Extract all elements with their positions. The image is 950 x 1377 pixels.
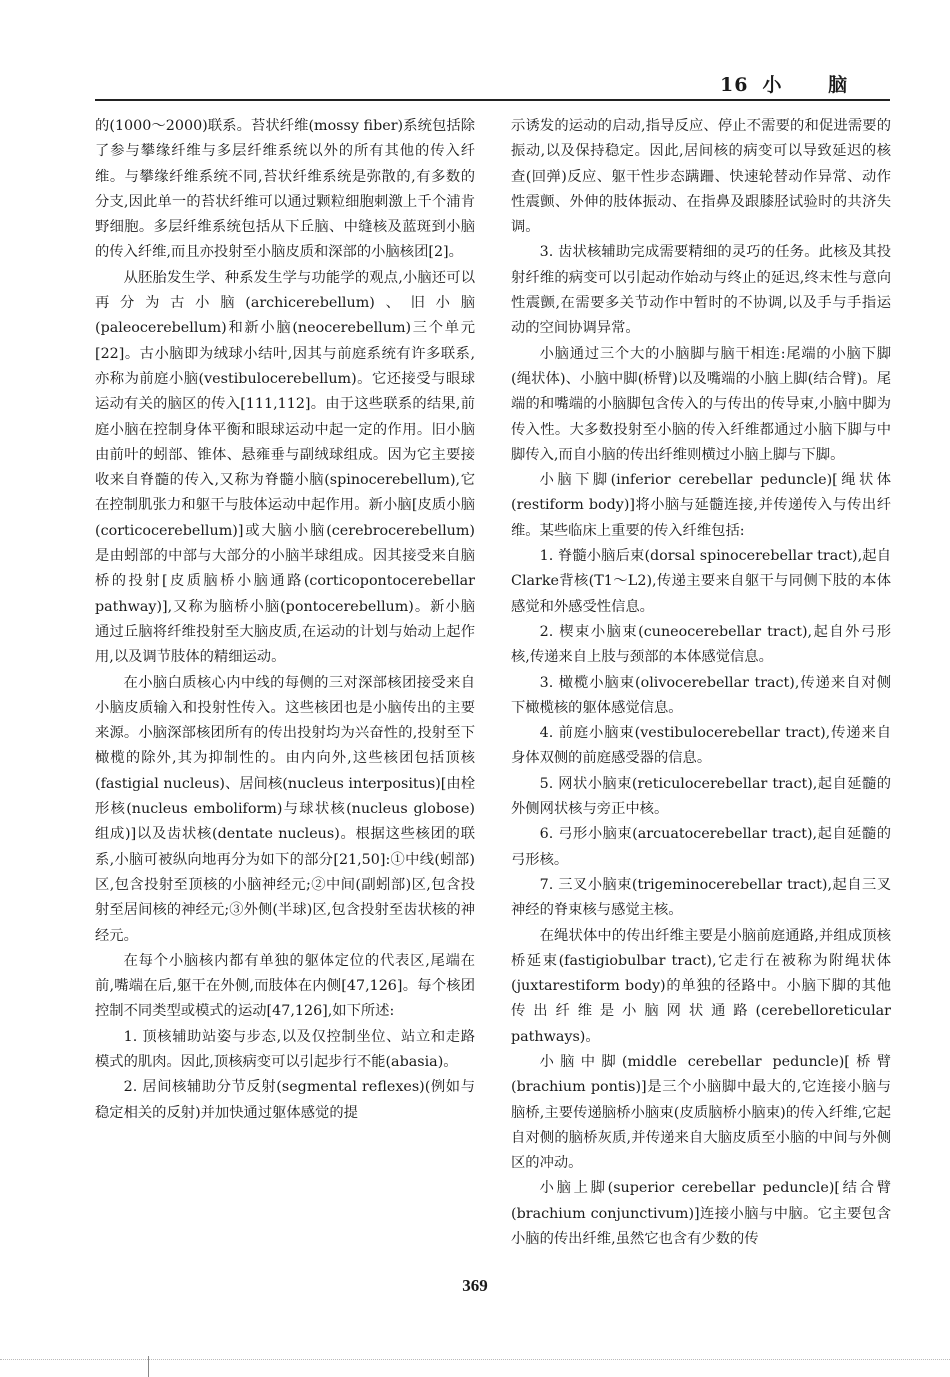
paragraph: 在每个小脑核内都有单独的躯体定位的代表区,尾端在前,嘴端在后,躯干在外侧,而肢体在内侧[47,126]。每个核团控制不同类型或模式的运动[47,126],如下所述: bbox=[95, 952, 475, 1020]
paragraph: 小脑上脚(superior cerebellar peduncle)[结合臂(brachium conjunctivum)]连接小脑与中脑。它主要包含小脑的传出纤维,虽然它也含有少数的传 bbox=[511, 1180, 891, 1248]
list-item: 6. 弓形小脑束(arcuatocerebellar tract),起自延髓的弓形核。 bbox=[511, 826, 891, 868]
chapter-number: 16 bbox=[720, 74, 749, 96]
list-item: 1. 脊髓小脑后束(dorsal spinocerebellar tract),起自Clarke背核(T1～L2),传递主要来自躯干与同侧下肢的本体感觉和外感受性信息。 bbox=[511, 548, 891, 615]
crop-mark bbox=[148, 1356, 149, 1377]
list-item: 2. 楔束小脑束(cuneocerebellar tract),起自外弓形核,传递来自上肢与颈部的本体感觉信息。 bbox=[511, 623, 891, 666]
paragraph: 的(1000～2000)联系。苔状纤维(mossy fiber)系统包括除了参与攀缘纤维与多层纤维系统以外的所有其他的传入纤维。与攀缘纤维系统不同,苔状纤维系统是弥散的,有多数的分支,因此单一的苔状纤维可以通过颗粒细胞刺激上千个浦肯野细胞。多层纤维系统包括从下丘脑、中缝核及蓝斑到小脑的传入纤维,而且亦投射至小脑皮质和深部的小脑核团[2]。 bbox=[95, 118, 475, 261]
list-item: 3. 齿状核辅助完成需要精细的灵巧的任务。此核及其投射纤维的病变可以引起动作始动与终止的延迟,终末性与意向性震颤,在需要多关节动作中暂时的不协调,以及手与手指运动的空间协调异常。 bbox=[511, 244, 891, 337]
list-item: 2. 居间核辅助分节反射(segmental reflexes)(例如与稳定相关的反射)并加快通过躯体感觉的提 bbox=[95, 1079, 475, 1121]
page-number: 369 bbox=[462, 1276, 488, 1295]
paragraph: 小脑通过三个大的小脑脚与脑干相连:尾端的小脑下脚(绳状体)、小脑中脚(桥臂)以及嘴端的小脑上脚(结合臂)。尾端的和嘴端的小脑脚包含传入的与传出的传导束,小脑中脚为传入性。大多数投射至小脑的传入纤维都通过小脑下脚与中脚传入,而自小脑的传出纤维则横过小脑上脚与下脚。 bbox=[511, 345, 891, 463]
paragraph: 小脑下脚(inferior cerebellar peduncle)[绳状体(restiform body)]将小脑与延髓连接,并传递传入与传出纤维。某些临床上重要的传入纤维包括: bbox=[511, 472, 891, 539]
paragraph: 示诱发的运动的启动,指导反应、停止不需要的和促进需要的振动,以及保持稳定。因此,居间核的病变可以导致延迟的核查(回弹)反应、躯干性步态蹒跚、快速轮替动作异常、动作性震颤、外伸的肢体振动、在指鼻及跟膝胫试验时的共济失调。 bbox=[511, 118, 891, 236]
paragraph: 小脑中脚(middle cerebellar peduncle)[桥臂(brachium pontis)]是三个小脑脚中最大的,它连接小脑与脑桥,主要传递脑桥小脑束(皮质脑桥小脑束)的传入纤维,它起自对侧的脑桥灰质,并传递来自大脑皮质至小脑的中间与外侧区的冲动。 bbox=[511, 1053, 891, 1172]
paragraph: 在小脑白质核心内中线的每侧的三对深部核团接受来自小脑皮质输入和投射性传入。这些核团也是小脑传出的主要来源。小脑深部核团所有的传出投射均为兴奋性的,投射至下橄榄的除外,其为抑制性的。由内向外,这些核团包括顶核(fastigial nucleus)、居间核(nucleus interpositus)[由栓形核(nucleus emboliform)与球状核(nucleus globose)组成)]以及齿状核(dentate nucleus)。根据这些核团的联系,小脑可被纵向地再分为如下的部分[21,50]:①中线(蚓部)区,包含投射至顶核的小脑神经元;②中间(副蚓部)区,包含投射至居间核的神经元;③外侧(半球)区,包含投射至齿状核的神经元。 bbox=[95, 674, 475, 944]
header-rule bbox=[95, 99, 890, 101]
list-item: 7. 三叉小脑束(trigeminocerebellar tract),起自三叉神经的脊束核与感觉主核。 bbox=[511, 876, 891, 919]
list-item: 1. 顶核辅助站姿与步态,以及仅控制坐位、站立和走路模式的肌肉。因此,顶核病变可以引起步行不能(abasia)。 bbox=[95, 1028, 475, 1070]
running-header bbox=[720, 70, 890, 97]
right-column bbox=[511, 114, 891, 1252]
chapter-title: 小 脑 bbox=[762, 74, 868, 96]
paragraph: 从胚胎发生学、种系发生学与功能学的观点,小脑还可以再分为古小脑(archicerebellum)、旧小脑(paleocerebellum)和新小脑(neocerebellum)三个单元[22]。古小脑即为绒球小结叶,因其与前庭系统有许多联系,亦称为前庭小脑(vestibulocerebellum)。它还接受与眼球运动有关的脑区的传入[111,112]。由于这些联系的结果,前庭小脑在控制身体平衡和眼球运动中起一定的作用。旧小脑由前叶的蚓部、锥体、悬雍垂与副绒球组成。因为它主要接收来自脊髓的传入,又称为脊髓小脑(spinocerebellum),它在控制肌张力和躯干与肢体运动中起作用。新小脑[皮质小脑(corticocerebellum)]或大脑小脑(cerebrocerebellum)是由蚓部的中部与大部分的小脑半球组成。因其接受来自脑桥的投射[皮质脑桥小脑通路(corticopontocerebellar pathway)],又称为脑桥小脑(pontocerebellum)。新小脑通过丘脑将纤维投射至大脑皮质,在运动的计划与始动上起作用,以及调节肢体的精细运动。 bbox=[95, 269, 475, 666]
paragraph: 在绳状体中的传出纤维主要是小脑前庭通路,并组成顶核桥延束(fastigiobulbar tract),它走行在被称为附绳状体(juxtarestiform body)的单独的径路中。小脑下脚的其他传出纤维是小脑网状通路(cerebelloreticular pathways)。 bbox=[511, 927, 891, 1045]
left-column bbox=[95, 114, 475, 1126]
list-item: 4. 前庭小脑束(vestibulocerebellar tract),传递来自身体双侧的前庭感受器的信息。 bbox=[511, 725, 891, 767]
list-item: 3. 橄榄小脑束(olivocerebellar tract),传递来自对侧下橄榄核的躯体感觉信息。 bbox=[511, 674, 891, 716]
bottom-divider bbox=[0, 1359, 950, 1360]
list-item: 5. 网状小脑束(reticulocerebellar tract),起自延髓的外侧网状核与旁正中核。 bbox=[511, 775, 891, 818]
